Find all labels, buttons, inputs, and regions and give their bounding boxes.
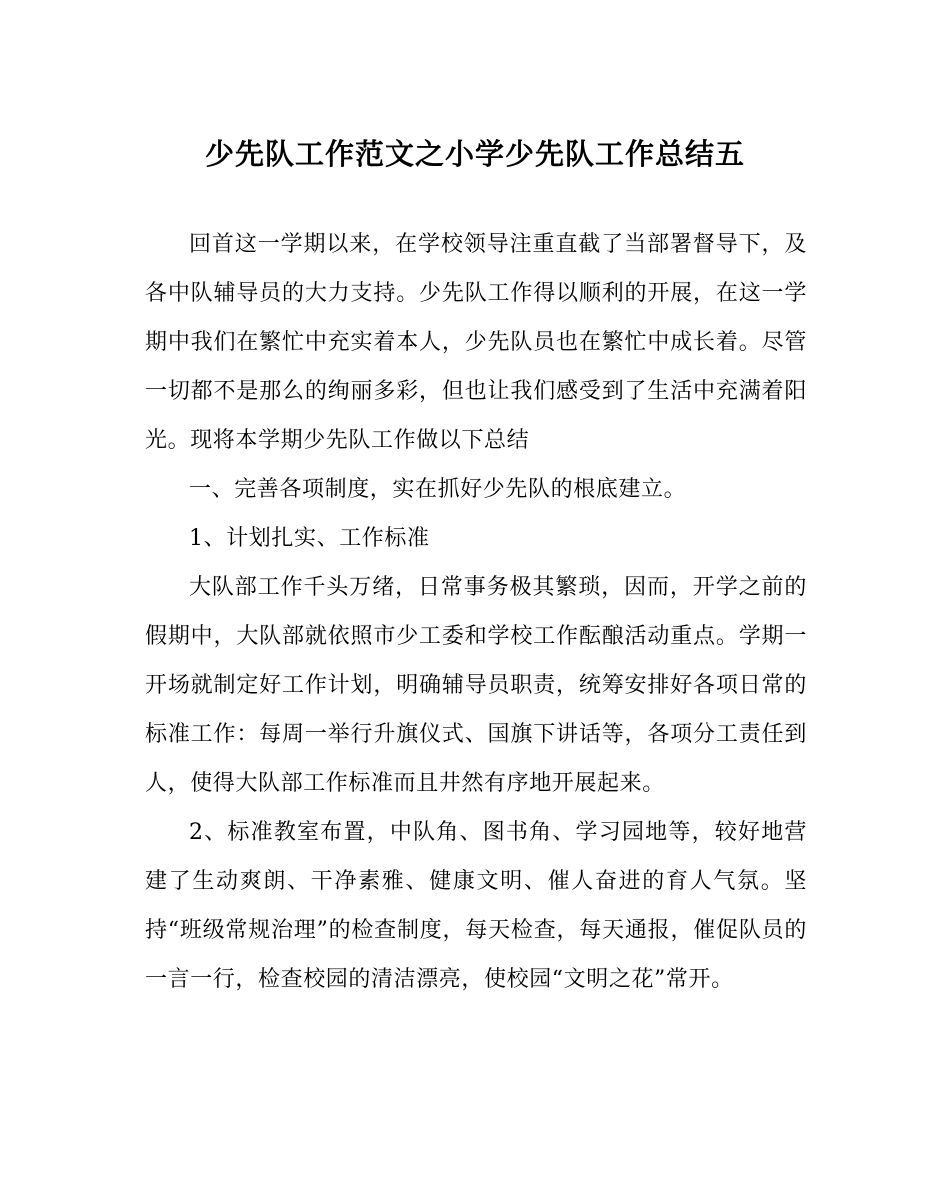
paragraph-subheading-1: 1、计划扎实、工作标准 — [189, 526, 430, 551]
paragraph-section-heading: 一、完善各项制度，实在抓好少先队的根底建立。 — [189, 477, 687, 502]
document-body — [145, 220, 807, 1004]
paragraph-classroom-layout: 2、标准教室布置，中队角、图书角、学习园地等，较好地营建了生动爽朗、干净素雅、健康文明、催人奋进的育人气氛。坚持“班级常规治理”的检查制度，每天检查，每天通报，催促队员的一言一行，检查校园的清洁漂亮，使校园“文明之花”常开。 — [145, 820, 807, 992]
paragraph-intro: 回首这一学期以来，在学校领导注重直截了当部署督导下，及各中队辅导员的大力支持。少先队工作得以顺利的开展，在这一学期中我们在繁忙中充实着本人，少先队员也在繁忙中成长着。尽管一切都不是那么的绚丽多彩，但也让我们感受到了生活中充满着阳光。现将本学期少先队工作做以下总结 — [145, 232, 807, 453]
paragraph-brigade-work: 大队部工作千头万绪，日常事务极其繁琐，因而，开学之前的假期中，大队部就依照市少工委和学校工作酝酿活动重点。学期一开场就制定好工作计划，明确辅导员职责，统筹安排好各项日常的标准工作：每周一举行升旗仪式、国旗下讲话等，各项分工责任到人，使得大队部工作标准而且井然有序地开展起来。 — [145, 575, 807, 796]
document-title: 少先队工作范文之小学少先队工作总结五 — [204, 137, 745, 171]
